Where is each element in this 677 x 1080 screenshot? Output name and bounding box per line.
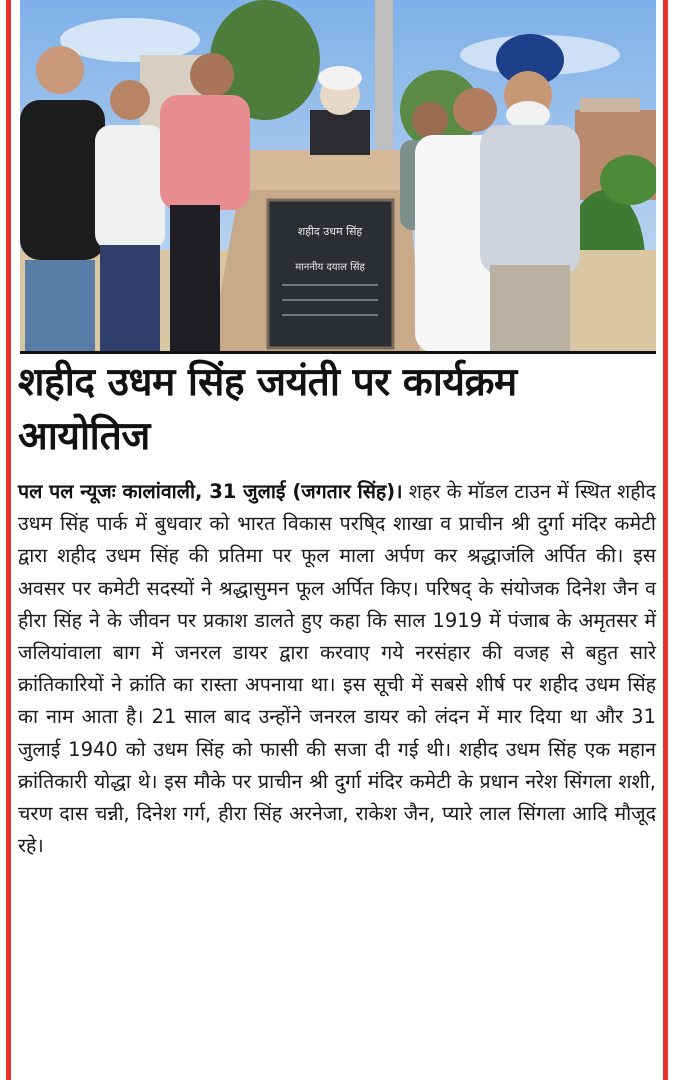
news-photo — [20, 0, 656, 352]
left-red-border — [6, 0, 11, 1080]
right-red-border — [663, 0, 668, 1080]
plaque-line-1: शहीद उधम सिंह — [297, 225, 363, 238]
article-body — [18, 476, 656, 862]
headline: शहीद उधम सिंह जयंती पर कार्यक्रम आयोतिज — [18, 360, 517, 459]
photo-divider — [20, 351, 656, 354]
plaque-line-2: माननीय दयाल सिंह — [295, 262, 365, 273]
article-body-text: शहर के मॉडल टाउन में स्थित शहीद उधम सिंह पार्क में बुधवार को भारत विकास परषि्द शाखा व प्राचीन श्री दुर्गा मंदिर कमेटी द्वारा शहीद उधम सिंह की प्रतिमा पर फूल माला अर्पण कर श्रद्धाजंलि अर्पित की। इस अवसर पर कमेटी सदस्यों ने श्रद्धासुमन फूल अर्पित किए। परिषद् के संयोजक दिनेश जैन व हीरा सिंह ने के जीवन पर प्रकाश डालते हुए कहा कि साल 1919 में पंजाब के अमृतसर में जलियांवाला बाग में जनरल डायर द्वारा करवाए गये नरसंहार की वजह से बहुत सारे क्रांतिकारियों ने क्रांति का रास्ता अपनाया था। इस सूची में सबसे शीर्ष पर शहीद उधम सिंह का नाम आता है। 21 साल बाद उन्होंने जनरल डायर को लंदन में मार दिया था और 31 जुलाई 1940 को उधम सिंह को फासी की सजा दी गई थी। शहीद उधम सिंह एक महान क्रांतिकारी योद्धा थे। इस मौके पर प्राचीन श्री दुर्गा मंदिर कमेटी के प्रधान नरेश सिंगला शशी, चरण दास चन्नी, दिनेश गर्ग, हीरा सिंह अरनेजा, राकेश जैन, प्यारे लाल सिंगला आदि मौजूद रहे। — [18, 480, 656, 858]
dateline: पल पल न्यूजः कालांवाली, 31 जुलाई (जगतार सिंह)। — [18, 480, 403, 503]
